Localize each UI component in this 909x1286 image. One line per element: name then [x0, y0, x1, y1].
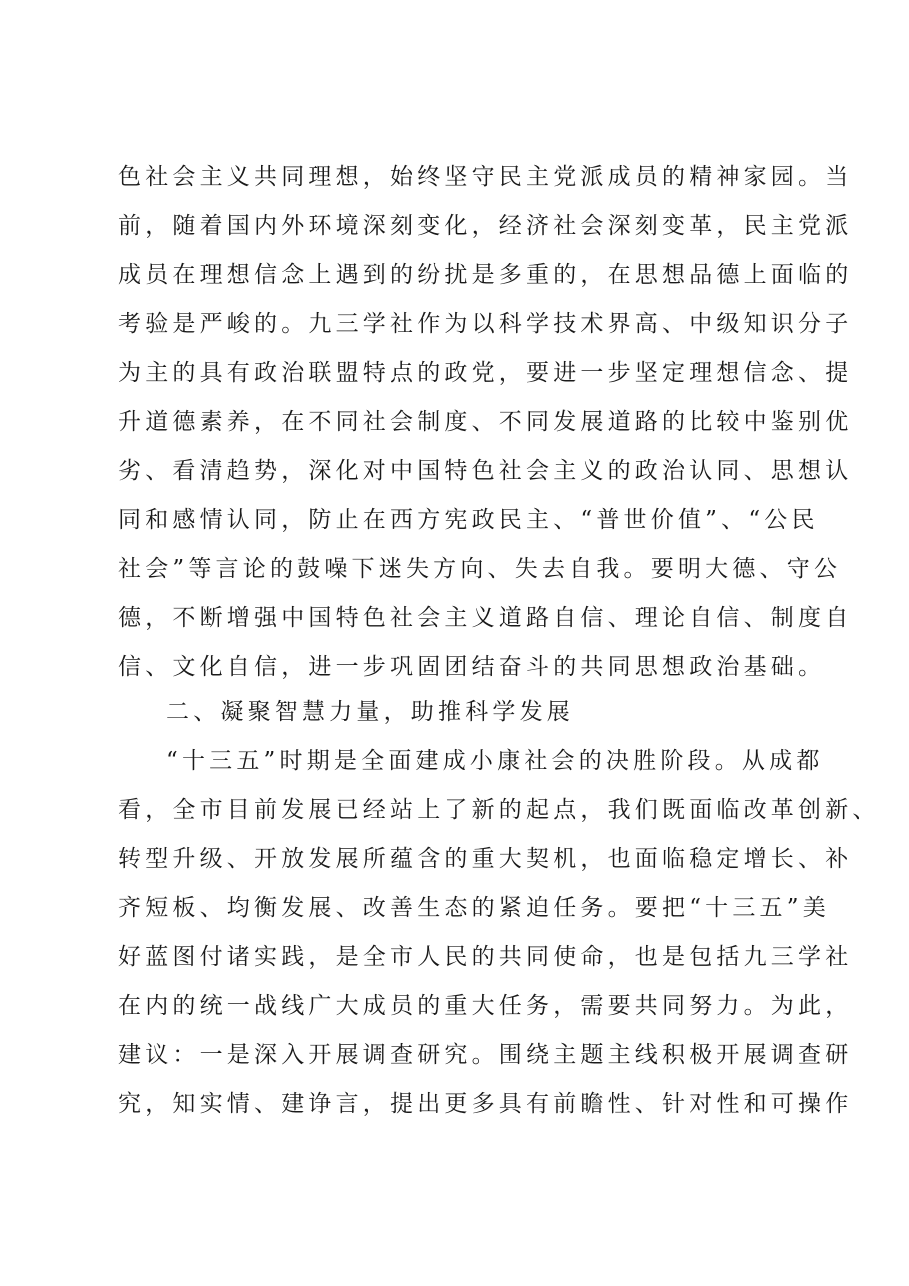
paragraph-line: 劣、看清趋势，深化对中国特色社会主义的政治认同、思想认: [118, 458, 853, 484]
paragraph-line: 转型升级、开放发展所蕴含的重大契机，也面临稳定增长、补: [118, 846, 853, 872]
paragraph-line: 好蓝图付诸实践，是全市人民的共同使命，也是包括九三学社: [118, 944, 853, 970]
paragraph-line: 前，随着国内外环境深刻变化，经济社会深刻变革，民主党派: [118, 213, 853, 239]
paragraph-line: 究，知实情、建诤言，提出更多具有前瞻性、针对性和可操作: [118, 1091, 853, 1117]
paragraph-line: 同和感情认同，防止在西方宪政民主、“普世价值”、“公民: [118, 507, 819, 533]
paragraph-line: “十三五”时期是全面建成小康社会的决胜阶段。从成都: [166, 748, 824, 774]
paragraph-line: 德，不断增强中国特色社会主义道路自信、理论自信、制度自: [118, 605, 853, 631]
paragraph-line: 成员在理想信念上遇到的纷扰是多重的，在思想品德上面临的: [118, 262, 853, 288]
paragraph-line: 看，全市目前发展已经站上了新的起点，我们既面临改革创新、: [118, 797, 880, 823]
paragraph-line: 齐短板、均衡发展、改善生态的紧迫任务。要把“十三五”美: [118, 895, 830, 921]
paragraph-line: 升道德素养，在不同社会制度、不同发展道路的比较中鉴别优: [118, 409, 853, 435]
paragraph-line: 考验是严峻的。九三学社作为以科学技术界高、中级知识分子: [118, 311, 853, 337]
paragraph-line: 为主的具有政治联盟特点的政党，要进一步坚定理想信念、提: [118, 360, 853, 386]
paragraph-line: 信、文化自信，进一步巩固团结奋斗的共同思想政治基础。: [118, 654, 826, 680]
paragraph-line: 社会”等言论的鼓噪下迷失方向、失去自我。要明大德、守公: [118, 556, 842, 582]
paragraph-line: 色社会主义共同理想，始终坚守民主党派成员的精神家园。当: [118, 164, 853, 190]
paragraph-line: 建议：一是深入开展调查研究。围绕主题主线积极开展调查研: [118, 1042, 853, 1068]
section-heading: 二、凝聚智慧力量，助推科学发展: [166, 699, 574, 725]
paragraph-line: 在内的统一战线广大成员的重大任务，需要共同努力。为此，: [118, 993, 853, 1019]
